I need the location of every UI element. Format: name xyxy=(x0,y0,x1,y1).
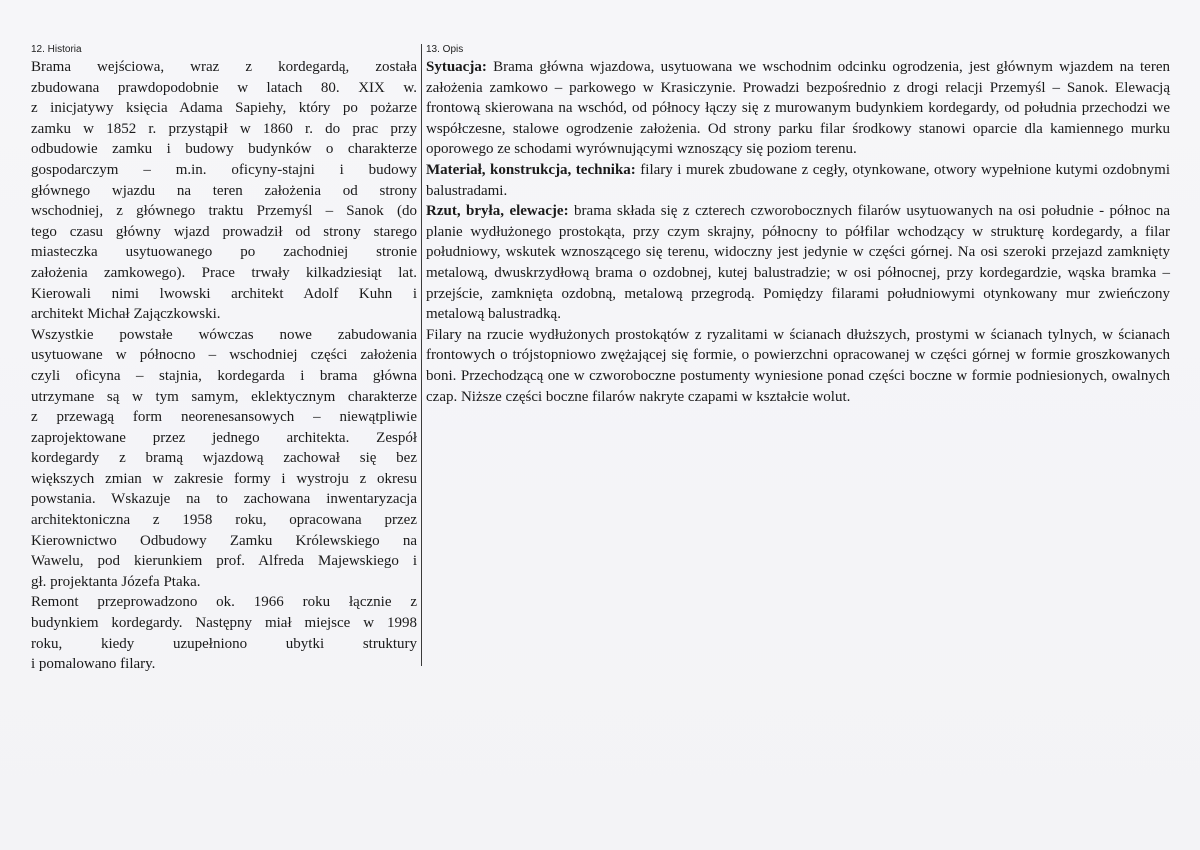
description-paragraph-pillars xyxy=(426,325,1170,407)
history-section-label: 12. Historia xyxy=(31,44,82,55)
history-line: miasteczka usytuowanego po zachodniej stronie xyxy=(31,244,417,261)
material-heading: Materiał, konstrukcja, technika: xyxy=(426,161,636,178)
history-line: odbudowie zamku i budowy budynków o charakterze xyxy=(31,141,417,158)
history-line: Wszystkie powstałe wówczas nowe zabudowania xyxy=(31,326,417,343)
history-line: budynkiem kordegardy. Następny miał miejsce w 1998 xyxy=(31,615,417,632)
situation-text: Brama główna wjazdowa, usytuowana we wschodnim odcinku ogrodzenia, jest głównym wjazdem na teren założenia zamkowo – parkowego w Krasiczynie. Prowadzi bezpośrednio z drogi relacji Przemyśl – Sanok. Elewacją frontową skierowana na wschód, od północy łączy się z murowanym budynkiem kordegardy, od południa przechodzi we współczesne, stalowe ogrodzenie założenia. Od strony parku filar środkowy stanowi oparcie dla kamiennego murku oporowego ze schodami wyrównującymi wznoszący się poziom terenu. xyxy=(426,59,1170,158)
history-line: Kierowali nimi lwowski architekt Adolf Kuhn i xyxy=(31,285,417,302)
description-paragraph-plan xyxy=(426,201,1170,325)
history-line: wschodniej, z głównego traktu Przemyśl – Sanok (do xyxy=(31,203,417,220)
history-line: tego czasu główny wjazd prowadził od strony starego xyxy=(31,223,417,240)
history-line: czyli oficyna – stajnia, kordegarda i brama główna xyxy=(31,367,417,384)
history-column xyxy=(31,44,417,675)
history-line: głównego wjazdu na teren założenia od strony xyxy=(31,182,417,199)
history-line: Kierownictwo Odbudowy Zamku Królewskiego na xyxy=(31,532,417,549)
history-line: zbudowana prawdopodobnie w latach 80. XIX w. xyxy=(31,79,417,96)
history-line: architektoniczna z 1958 roku, opracowana przez xyxy=(31,512,417,529)
history-line: kordegardy z bramą wjazdową zachował się bez xyxy=(31,450,417,467)
description-paragraph-situation xyxy=(426,57,1170,160)
description-section-label: 13. Opis xyxy=(426,44,464,55)
history-line: architekt Michał Zajączkowski. xyxy=(31,306,221,323)
plan-text: brama składa się z czterech czworobocznych filarów usytuowanych na osi południe - północ na planie wydłużonego prostokąta, przy czym skrajny, północny to półfilar wchodzący w strukturę kordegardy, a filar południowy, wskutek wznoszącego się terenu, widoczny jest jedynie w części górnej. Na osi szeroki przejazd zamknięty metalową, dwuskrzydłową brama o ozdobnej, kutej balustradzie; w osi północnej, przy kordegardzie, wąska bramka – przejście, zamknięta ozdobną, metalową przegrodą. Pomiędzy filarami południowymi otynkowany mur zwieńczony metalową balustradką. xyxy=(426,203,1170,323)
history-line: zamku w 1852 r. przystąpił w 1860 r. do prac przy xyxy=(31,120,417,137)
history-line: usytuowane w północno – wschodniej części założenia xyxy=(31,347,417,364)
history-line: i pomalowano filary. xyxy=(31,656,156,673)
history-line: z inicjatywy księcia Adama Sapiehy, który po pożarze xyxy=(31,100,417,117)
history-line: Brama wejściowa, wraz z kordegardą, została xyxy=(31,59,417,75)
history-line: Remont przeprowadzono ok. 1966 roku łącznie z xyxy=(31,594,417,611)
history-line: gospodarczym – m.in. oficyny-stajni i budowy xyxy=(31,161,417,178)
column-divider xyxy=(421,44,422,666)
history-line: założenia zamkowego). Prace trwały kilkadziesiąt lat. xyxy=(31,264,417,281)
plan-heading: Rzut, bryła, elewacje: xyxy=(426,203,569,220)
history-line: większych zmian w zakresie formy i wystroju z okresu xyxy=(31,470,417,487)
material-text: filary i murek zbudowane z cegły, otynkowane, otwory wypełnione kutymi ozdobnymi balustradami. xyxy=(426,161,1170,199)
history-line: zaprojektowane przez jednego architekta. Zespół xyxy=(31,429,417,446)
history-text xyxy=(31,57,417,675)
situation-heading: Sytuacja: xyxy=(426,59,487,75)
description-column xyxy=(426,44,1170,407)
history-line: Wawelu, pod kierunkiem prof. Alfreda Majewskiego i xyxy=(31,553,417,570)
description-paragraph-material xyxy=(426,160,1170,201)
history-line: gł. projektanta Józefa Ptaka. xyxy=(31,573,201,590)
history-line: roku, kiedy uzupełniono ubytki struktury xyxy=(31,635,417,652)
history-line: utrzymane są w tym samym, eklektycznym charakterze xyxy=(31,388,417,405)
history-line: powstania. Wskazuje na to zachowana inwentaryzacja xyxy=(31,491,417,508)
history-line: z przewagą form neorenesansowych – niewątpliwie xyxy=(31,409,417,426)
pillars-text: Filary na rzucie wydłużonych prostokątów z ryzalitami w ścianach dłuższych, prostymi w ścianach tylnych, w ścianach frontowych o trójstopniowo zwężającej się formie, o powierzchni opracowanej w części górnej w formie groszkowanych boni. Przechodzącą one w czworoboczne postumenty wyniesione ponad części boczne w formie podniesionych, owalnych czap. Niższe części boczne filarów nakryte czapami w kształcie wolut. xyxy=(426,326,1170,405)
